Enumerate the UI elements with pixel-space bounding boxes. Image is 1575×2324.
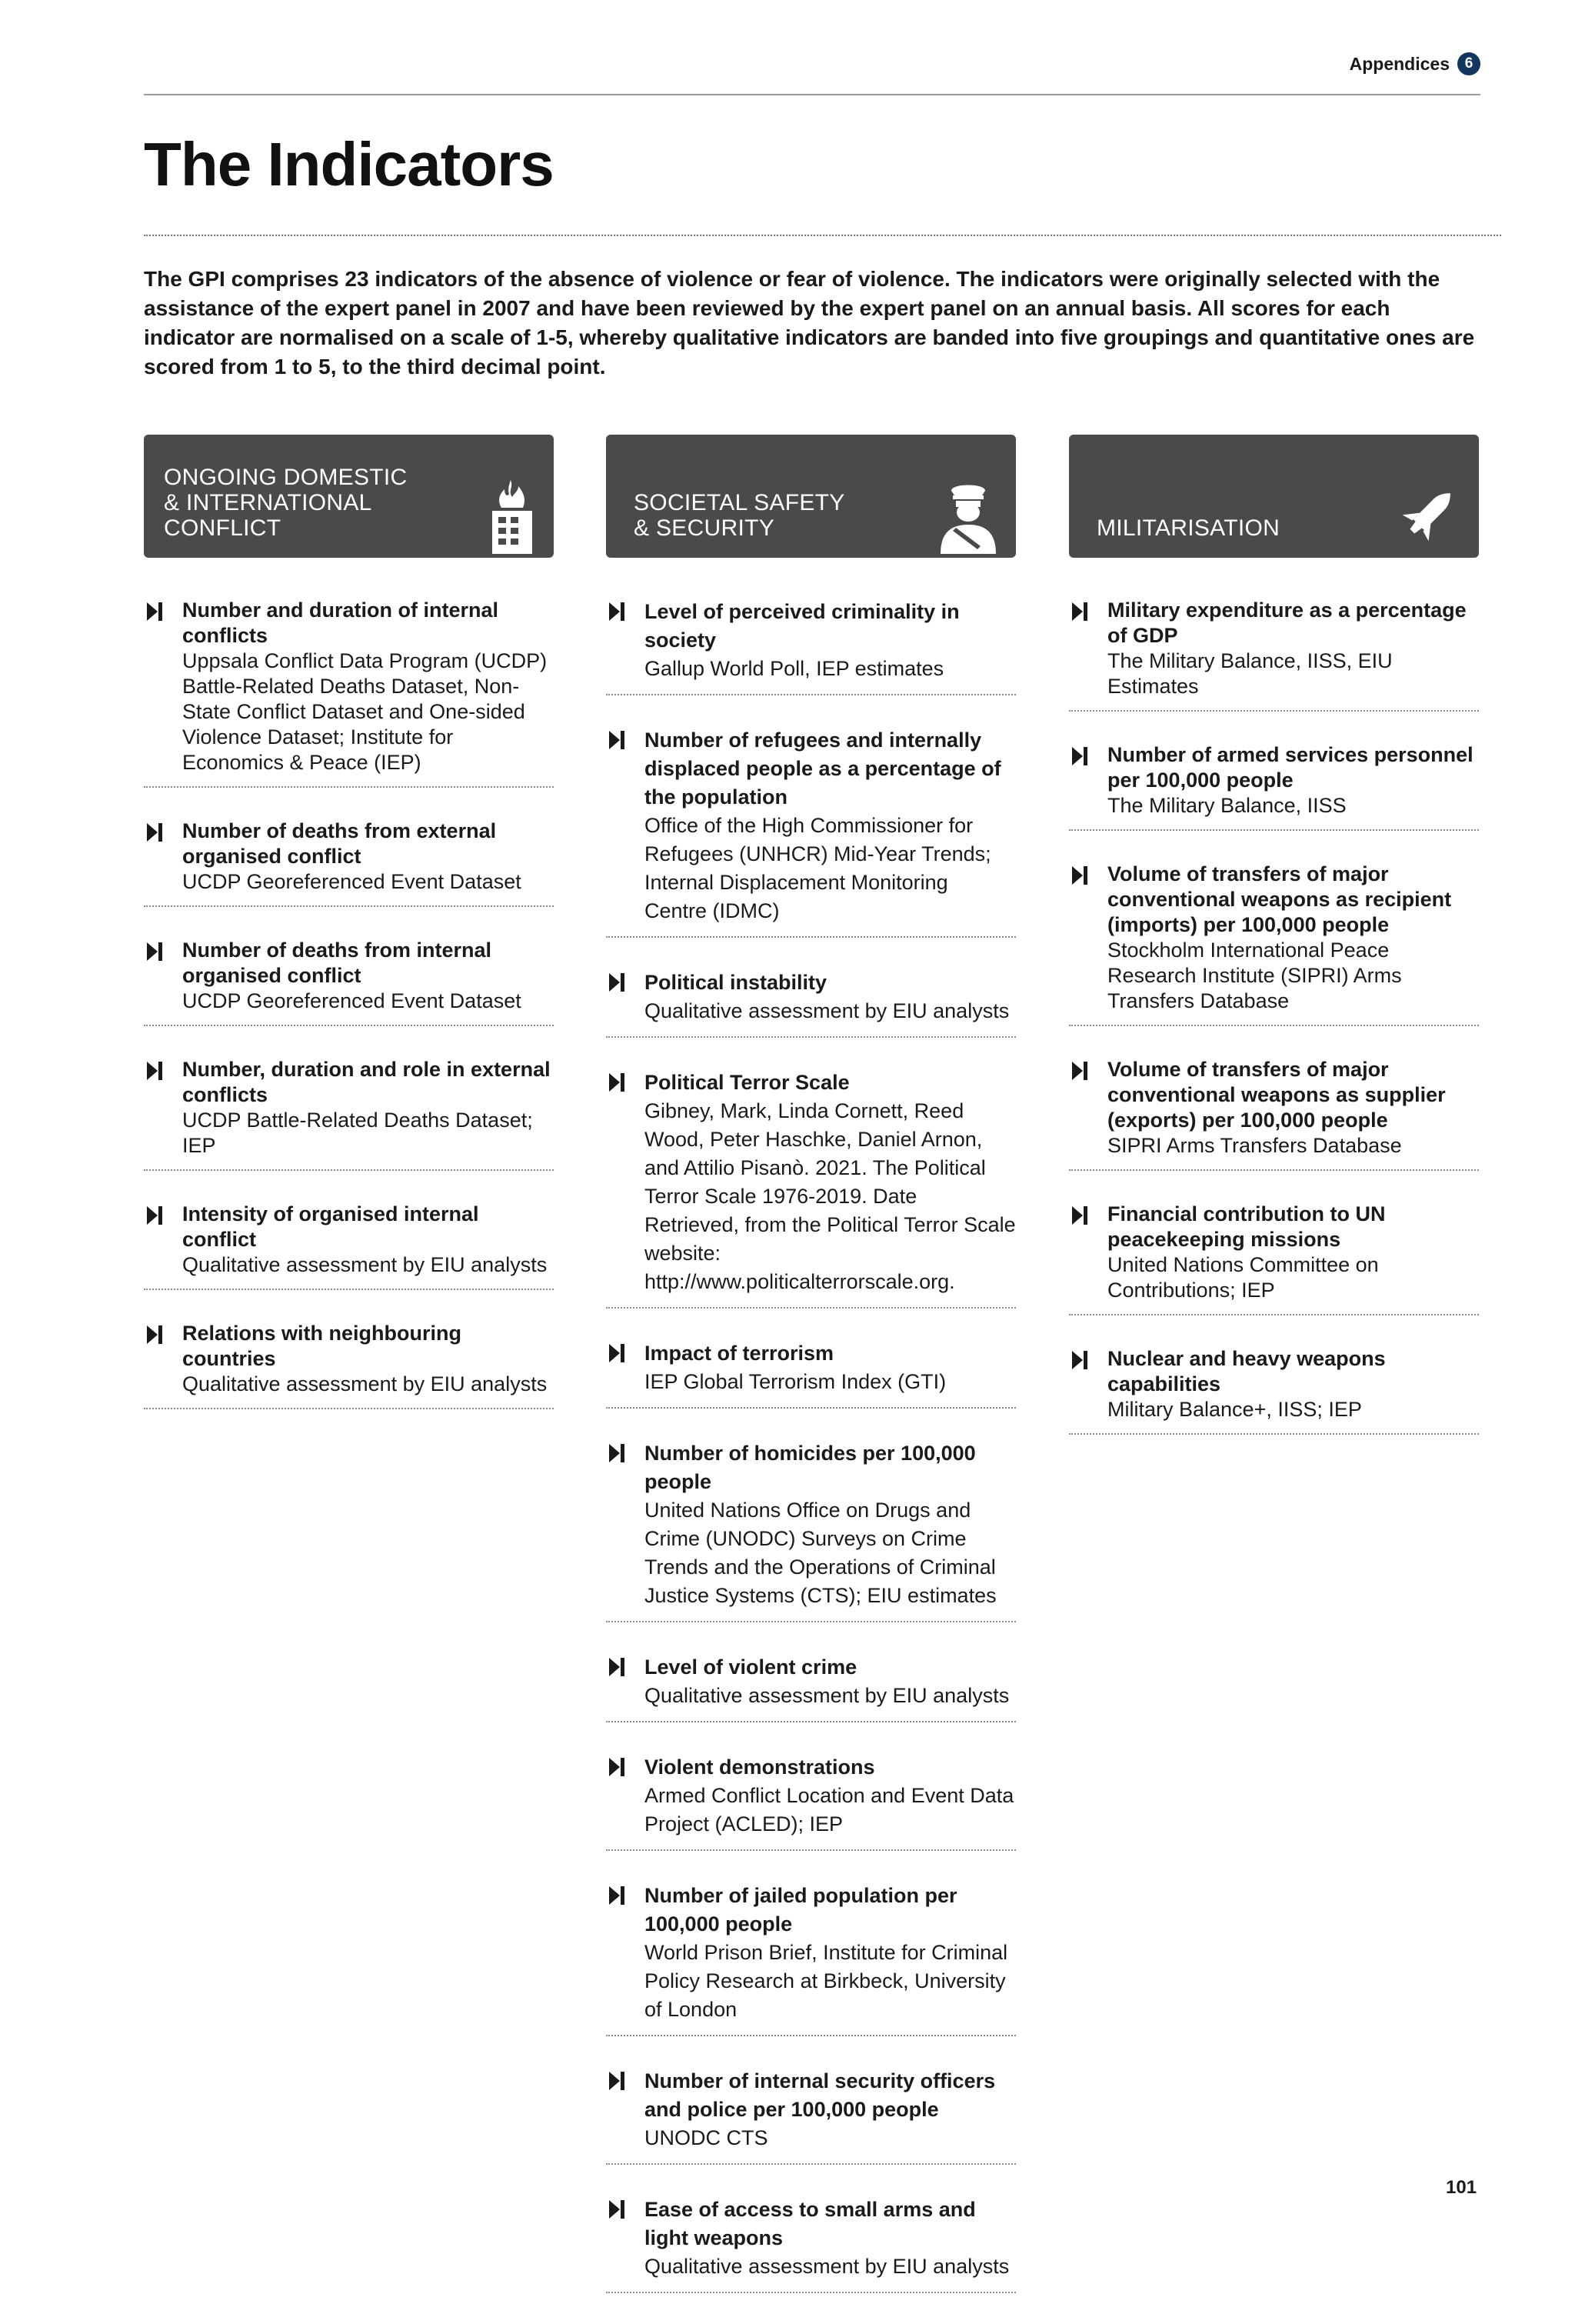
indicator-title: Number and duration of internal conflicts bbox=[182, 599, 499, 647]
indicator-title: Level of perceived criminality in society bbox=[644, 600, 960, 652]
indicator-title: Volume of transfers of major conventional weapons as recipient (imports) per 100,000 people bbox=[1107, 862, 1452, 936]
indicator-title: Volume of transfers of major conventional weapons as supplier (exports) per 100,000 people bbox=[1107, 1058, 1446, 1132]
indicator-title: Level of violent crime bbox=[644, 1655, 857, 1679]
indicator-source: Military Balance+, IISS; IEP bbox=[1107, 1398, 1362, 1421]
indicator-source: World Prison Brief, Institute for Criminal Policy Research at Birkbeck, University of London bbox=[644, 1941, 1008, 2021]
list-item bbox=[606, 598, 1016, 695]
indicator-title: Relations with neighbouring countries bbox=[182, 1322, 461, 1370]
indicator-title: Political Terror Scale bbox=[644, 1071, 850, 1094]
bullet-arrow-icon bbox=[609, 1658, 626, 1676]
bullet-arrow-icon bbox=[609, 1758, 626, 1776]
list-item bbox=[144, 1057, 554, 1171]
list-item bbox=[606, 2067, 1016, 2165]
list-item bbox=[144, 598, 554, 788]
column-header bbox=[1069, 435, 1479, 558]
column-ongoing-conflict bbox=[144, 435, 554, 1440]
list-item bbox=[1069, 1057, 1479, 1171]
indicator-title: Violent demonstrations bbox=[644, 1756, 875, 1779]
indicator-source: Qualitative assessment by EIU analysts bbox=[644, 2255, 1010, 2278]
indicator-title: Ease of access to small arms and light weapons bbox=[644, 2198, 976, 2249]
bullet-arrow-icon bbox=[1072, 1062, 1089, 1080]
indicator-source: Qualitative assessment by EIU analysts bbox=[182, 1253, 548, 1276]
title-divider bbox=[144, 235, 1501, 236]
section-number-badge: 6 bbox=[1457, 52, 1480, 75]
bullet-arrow-icon bbox=[609, 2072, 626, 2090]
indicator-source: Stockholm International Peace Research Institute (SIPRI) Arms Transfers Database bbox=[1107, 939, 1402, 1012]
indicator-source: UNODC CTS bbox=[644, 2126, 768, 2149]
list-item bbox=[1069, 742, 1479, 831]
bullet-arrow-icon bbox=[609, 1344, 626, 1362]
intro-paragraph: The GPI comprises 23 indicators of the absence of violence or fear of violence. The indicators were originally selected with the assistance of the expert panel in 2007 and have been reviewed by the expert panel on an annual basis. All scores for each indicator are normalised on a scale of 1-5, whereby qualitative indicators are banded into five groupings and quantitative ones are scored from 1 to 5, to the third decimal point. bbox=[144, 267, 1475, 378]
section-indicator bbox=[1350, 52, 1480, 75]
column-header bbox=[606, 435, 1016, 558]
indicator-source: Armed Conflict Location and Event Data Project (ACLED); IEP bbox=[644, 1784, 1014, 1836]
column-title: SOCIETAL SAFETY & SECURITY bbox=[634, 490, 845, 541]
column-title: ONGOING DOMESTIC & INTERNATIONAL CONFLICT bbox=[164, 465, 408, 541]
page-number: 101 bbox=[1446, 2177, 1477, 2198]
bullet-arrow-icon bbox=[609, 2200, 626, 2219]
list-item bbox=[606, 1753, 1016, 1851]
indicator-title: Financial contribution to UN peacekeeping missions bbox=[1107, 1202, 1386, 1251]
bullet-arrow-icon bbox=[147, 602, 164, 621]
indicator-source: SIPRI Arms Transfers Database bbox=[1107, 1134, 1402, 1157]
indicator-title: Political instability bbox=[644, 971, 827, 994]
indicator-title: Intensity of organised internal conflict bbox=[182, 1202, 479, 1251]
bullet-arrow-icon bbox=[609, 1073, 626, 1092]
indicator-title: Number, duration and role in external conflicts bbox=[182, 1058, 551, 1106]
indicator-title: Nuclear and heavy weapons capabilities bbox=[1107, 1347, 1386, 1395]
indicator-source: UCDP Battle-Related Deaths Dataset; IEP bbox=[182, 1109, 533, 1157]
list-item bbox=[1069, 1346, 1479, 1435]
bullet-arrow-icon bbox=[609, 973, 626, 992]
burning-building-icon bbox=[488, 477, 537, 558]
list-item bbox=[144, 1321, 554, 1409]
indicator-source: United Nations Office on Drugs and Crime (UNODC) Surveys on Crime Trends and the Operations of Criminal Justice Systems (CTS); EIU estimates bbox=[644, 1499, 997, 1607]
list-item bbox=[144, 1202, 554, 1290]
bullet-arrow-icon bbox=[147, 823, 164, 842]
column-header bbox=[144, 435, 554, 558]
indicator-title: Military expenditure as a percentage of GDP bbox=[1107, 599, 1467, 647]
bullet-arrow-icon bbox=[609, 731, 626, 749]
indicator-title: Impact of terrorism bbox=[644, 1342, 834, 1365]
indicator-source: Gallup World Poll, IEP estimates bbox=[644, 657, 944, 680]
indicator-source: Gibney, Mark, Linda Cornett, Reed Wood, Peter Haschke, Daniel Arnon, and Attilio Pisanò. 2021. The Political Terror Scale 1976-2019. Date Retrieved, from the Political Terror Scale website: http://www.politicalterrorscale.org. bbox=[644, 1099, 1016, 1293]
bullet-arrow-icon bbox=[1072, 747, 1089, 765]
list-item bbox=[144, 938, 554, 1026]
bullet-arrow-icon bbox=[1072, 1206, 1089, 1225]
indicator-source: IEP Global Terrorism Index (GTI) bbox=[644, 1370, 947, 1393]
page-title: The Indicators bbox=[144, 130, 554, 198]
indicator-source: Office of the High Commissioner for Refugees (UNHCR) Mid-Year Trends; Internal Displacement Monitoring Centre (IDMC) bbox=[644, 814, 991, 922]
bullet-arrow-icon bbox=[1072, 1351, 1089, 1369]
indicator-list bbox=[144, 598, 554, 1409]
indicator-title: Number of internal security officers and police per 100,000 people bbox=[644, 2069, 996, 2121]
indicator-source: Uppsala Conflict Data Program (UCDP) Battle-Related Deaths Dataset, Non-State Conflict Dataset and One-sided Violence Dataset; Institute for Economics & Peace (IEP) bbox=[182, 649, 548, 774]
indicator-title: Number of deaths from external organised conflict bbox=[182, 819, 497, 868]
list-item bbox=[606, 1653, 1016, 1722]
column-societal-safety bbox=[606, 435, 1016, 2324]
bullet-arrow-icon bbox=[609, 602, 626, 621]
list-item bbox=[606, 1882, 1016, 2036]
missile-icon bbox=[1397, 482, 1462, 550]
list-item bbox=[1069, 598, 1479, 712]
indicator-source: The Military Balance, IISS, EIU Estimates bbox=[1107, 649, 1393, 698]
list-item bbox=[606, 969, 1016, 1038]
column-title: MILITARISATION bbox=[1097, 515, 1280, 541]
indicator-source: Qualitative assessment by EIU analysts bbox=[644, 1684, 1010, 1707]
bullet-arrow-icon bbox=[1072, 866, 1089, 885]
indicator-title: Number of armed services personnel per 100,000 people bbox=[1107, 743, 1473, 792]
bullet-arrow-icon bbox=[147, 942, 164, 961]
indicator-source: UCDP Georeferenced Event Dataset bbox=[182, 989, 521, 1012]
list-item bbox=[606, 1439, 1016, 1622]
indicator-title: Number of refugees and internally displaced people as a percentage of the population bbox=[644, 729, 1001, 809]
indicator-title: Number of homicides per 100,000 people bbox=[644, 1442, 976, 1493]
indicator-source: Qualitative assessment by EIU analysts bbox=[182, 1372, 548, 1395]
list-item bbox=[1069, 862, 1479, 1026]
indicator-source: Qualitative assessment by EIU analysts bbox=[644, 999, 1010, 1022]
indicator-list bbox=[606, 598, 1016, 2293]
indicator-title: Number of jailed population per 100,000 people bbox=[644, 1884, 957, 1936]
list-item bbox=[606, 1339, 1016, 1409]
bullet-arrow-icon bbox=[147, 1325, 164, 1344]
list-item bbox=[1069, 1202, 1479, 1315]
indicator-list bbox=[1069, 598, 1479, 1435]
indicator-source: United Nations Committee on Contributions; IEP bbox=[1107, 1253, 1379, 1302]
bullet-arrow-icon bbox=[147, 1062, 164, 1080]
list-item bbox=[606, 1069, 1016, 1309]
indicator-source: UCDP Georeferenced Event Dataset bbox=[182, 870, 521, 893]
bullet-arrow-icon bbox=[609, 1886, 626, 1905]
section-label: Appendices bbox=[1349, 53, 1450, 74]
bullet-arrow-icon bbox=[147, 1206, 164, 1225]
list-item bbox=[606, 726, 1016, 938]
list-item bbox=[144, 819, 554, 907]
bullet-arrow-icon bbox=[609, 1444, 626, 1462]
indicator-title: Number of deaths from internal organised conflict bbox=[182, 939, 492, 987]
bullet-arrow-icon bbox=[1072, 602, 1089, 621]
police-officer-icon bbox=[937, 477, 999, 558]
running-header bbox=[144, 49, 1480, 95]
indicator-source: The Military Balance, IISS bbox=[1107, 794, 1347, 817]
list-item bbox=[606, 2196, 1016, 2293]
column-militarisation bbox=[1069, 435, 1479, 1465]
